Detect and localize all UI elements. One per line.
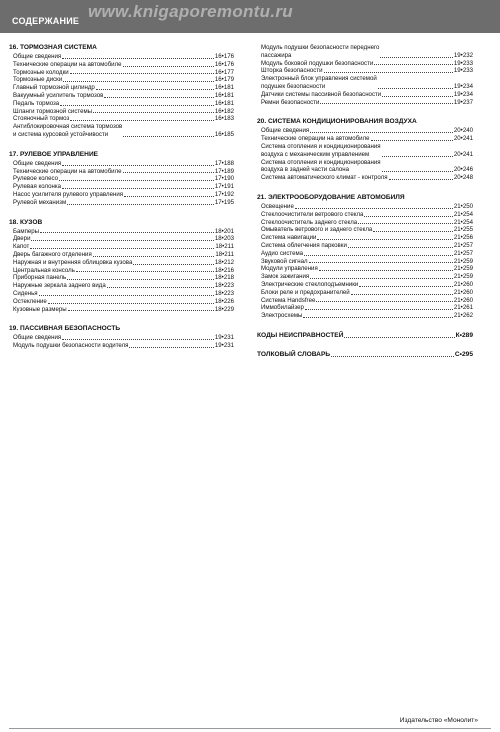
leader-dots <box>123 66 214 67</box>
toc-entry[interactable] <box>13 259 234 267</box>
entry-title: Замок зажигания <box>261 273 310 281</box>
toc-entry[interactable] <box>261 312 473 320</box>
entry-title: Стеклоочиститель заднего стекла <box>261 218 358 226</box>
entry-page-number: 20•241 <box>453 150 473 158</box>
toc-entry[interactable] <box>13 243 234 251</box>
entry-page-number: 20•241 <box>453 135 473 143</box>
leader-dots <box>129 347 213 348</box>
entry-page-number: 21•254 <box>453 218 473 226</box>
entry-title: Центральная консоль <box>13 266 75 274</box>
leader-dots <box>62 165 214 166</box>
toc-entry[interactable] <box>13 298 234 306</box>
entry-page-number: 19•234 <box>453 82 473 90</box>
leader-dots <box>30 248 214 249</box>
section-entries <box>261 127 473 182</box>
toc-section <box>9 44 234 139</box>
entry-page-number: 21•260 <box>453 288 473 296</box>
entry-page-number: 18•216 <box>214 266 234 274</box>
entry-page-number: 17•192 <box>214 190 234 198</box>
entry-title: Электронный блок управления системой подушек безопасности <box>261 75 377 90</box>
leader-dots <box>39 295 214 296</box>
leader-dots <box>310 132 453 133</box>
toc-entry[interactable] <box>13 92 234 100</box>
entry-title: КОДЫ НЕИСПРАВНОСТЕЙ <box>257 331 344 339</box>
toc-entry[interactable] <box>13 342 234 350</box>
toc-entry[interactable] <box>261 91 473 99</box>
entry-title: ТОЛКОВЫЙ СЛОВАРЬ <box>257 350 331 358</box>
leader-dots <box>48 303 214 304</box>
toc-entry[interactable] <box>261 75 473 91</box>
leader-dots <box>123 172 214 173</box>
leader-dots <box>389 179 453 180</box>
leader-dots <box>364 216 453 217</box>
entry-page-number: 19•234 <box>453 90 473 98</box>
entry-title: Общие сведения <box>261 127 310 135</box>
entry-title: Блоки реле и предохранителей <box>261 288 350 296</box>
section-title: 19. ПАССИВНАЯ БЕЗОПАСНОСТЬ <box>9 325 121 333</box>
leader-dots <box>68 310 214 311</box>
entry-page-number: 21•260 <box>453 280 473 288</box>
left-column <box>9 44 234 362</box>
leader-dots <box>104 97 214 98</box>
entry-title: Педаль тормоза <box>13 99 60 107</box>
leader-dots <box>344 337 454 338</box>
section-entries <box>13 228 234 314</box>
entry-page-number: 18•226 <box>214 297 234 305</box>
entry-page-number: 21•259 <box>453 257 473 265</box>
toc-entry[interactable] <box>13 53 234 61</box>
leader-dots <box>295 208 453 209</box>
toc-standalone-entry[interactable] <box>257 351 473 359</box>
section-title: 16. ТОРМОЗНАЯ СИСТЕМА <box>9 44 97 51</box>
entry-page-number: 18•223 <box>214 289 234 297</box>
toc-entry[interactable] <box>13 251 234 259</box>
entry-title: Освещение <box>261 202 294 210</box>
page-header <box>0 0 500 33</box>
entry-title: Насос усилителя рулевого управления <box>13 190 124 198</box>
entry-page-number: 21•262 <box>453 312 473 320</box>
toc-section <box>9 219 234 314</box>
leader-dots <box>70 73 214 74</box>
entry-page-number: 16•176 <box>214 53 234 60</box>
toc-entry[interactable] <box>13 168 234 176</box>
leader-dots <box>319 270 453 271</box>
section-entries <box>261 44 473 106</box>
entry-page-number: 19•231 <box>214 334 234 342</box>
leader-dots <box>303 317 452 318</box>
toc-entry[interactable] <box>13 334 234 342</box>
entry-page-number: 18•211 <box>215 243 234 251</box>
toc-entry[interactable] <box>261 242 473 250</box>
entry-page-number: 17•191 <box>214 183 234 191</box>
leader-dots <box>317 239 453 240</box>
entry-page-number: 18•223 <box>214 282 234 290</box>
entry-page-number: 20•246 <box>453 166 473 174</box>
leader-dots <box>40 232 214 233</box>
toc-entry[interactable] <box>13 282 234 290</box>
entry-title: Модули управления <box>261 265 318 273</box>
entry-title: Стояночный тормоз <box>13 115 70 123</box>
entry-page-number: 21•250 <box>453 202 473 210</box>
toc-entry[interactable] <box>13 199 234 207</box>
leader-dots <box>380 57 452 58</box>
entry-title: Наружные зеркала заднего вида <box>13 282 106 290</box>
entry-page-number: 17•189 <box>214 167 234 175</box>
entry-title: Антиблокировочная система тормозов и система курсовой устойчивости <box>13 123 123 138</box>
leader-dots <box>93 112 214 113</box>
entry-page-number: 21•257 <box>453 241 473 249</box>
section-title: 21. ЭЛЕКТРООБОРУДОВАНИЕ АВТОМОБИЛЯ <box>257 193 405 201</box>
leader-dots <box>382 156 453 157</box>
toc-entry[interactable] <box>13 61 234 69</box>
toc-entry[interactable] <box>13 235 234 243</box>
entry-page-number: 16•181 <box>214 91 234 99</box>
entry-page-number: 21•260 <box>453 296 473 304</box>
entry-title: Система Handsfree <box>261 296 316 304</box>
leader-dots <box>123 136 214 137</box>
toc-entry[interactable] <box>13 84 234 92</box>
toc-entry[interactable] <box>261 258 473 266</box>
leader-dots <box>62 58 214 59</box>
leader-dots <box>76 271 214 272</box>
entry-page-number: 16•183 <box>214 115 234 123</box>
toc-section <box>9 151 234 207</box>
entry-title: Главный тормозной цилиндр <box>13 84 95 92</box>
leader-dots <box>31 240 213 241</box>
leader-dots <box>382 96 453 97</box>
right-column <box>257 44 473 370</box>
entry-page-number: 19•233 <box>453 67 473 75</box>
entry-title: Шторка безопасности <box>261 67 323 75</box>
leader-dots <box>63 81 214 82</box>
toc-entry[interactable] <box>261 99 473 107</box>
leader-dots <box>378 88 453 89</box>
entry-title: Вакуумный усилитель тормозов <box>13 91 104 99</box>
entry-page-number: 17•190 <box>214 175 234 183</box>
leader-dots <box>371 140 453 141</box>
toc-entry[interactable] <box>261 250 473 258</box>
toc-entry[interactable] <box>261 289 473 297</box>
entry-page-number: 16•179 <box>214 76 234 84</box>
leader-dots <box>67 279 214 280</box>
entry-title: Кузовные размеры <box>13 305 67 313</box>
toc-entry[interactable] <box>261 127 473 135</box>
standalone-entries <box>257 332 473 359</box>
toc-entry[interactable] <box>13 267 234 275</box>
entry-title: Сиденья <box>13 289 38 297</box>
entry-title: Аудио система <box>261 249 304 257</box>
entry-page-number: 16•181 <box>214 84 234 92</box>
entry-title: Приборная панель <box>13 274 67 282</box>
entry-title: Система автоматического климат - контроля <box>261 174 388 182</box>
entry-title: Иммобилайзер <box>261 304 304 312</box>
entry-page-number: 16•177 <box>214 68 234 76</box>
toc-entry[interactable] <box>13 108 234 116</box>
leader-dots <box>373 231 453 232</box>
entry-page-number: 16•182 <box>214 107 234 115</box>
leader-dots <box>67 204 214 205</box>
section-entries <box>261 203 473 320</box>
leader-dots <box>133 264 214 265</box>
entry-title: Рулевое колесо <box>13 175 59 183</box>
toc-entry[interactable] <box>13 306 234 314</box>
entry-title: Дверь багажного отделения <box>13 250 92 258</box>
entry-page-number: 21•256 <box>453 234 473 242</box>
entry-page-number: 18•211 <box>215 250 234 258</box>
leader-dots <box>305 309 453 310</box>
toc-standalone-entry[interactable] <box>257 332 473 340</box>
toc-entry[interactable] <box>13 160 234 168</box>
entry-title: Модуль подушки безопасности водителя <box>13 342 129 350</box>
leader-dots <box>93 256 215 257</box>
entry-page-number: 20•240 <box>453 127 473 135</box>
toc-entry[interactable] <box>13 100 234 108</box>
toc-entry[interactable] <box>13 115 234 123</box>
entry-title: Наружная и внутренняя облицовка кузова <box>13 258 133 266</box>
toc-entry[interactable] <box>261 226 473 234</box>
footer-rule <box>9 728 491 729</box>
entry-page-number: 21•261 <box>453 304 473 312</box>
leader-dots <box>304 255 453 256</box>
watermark: www.knigaporemontu.ru <box>88 2 293 21</box>
section-entries <box>13 160 234 207</box>
leader-dots <box>62 339 214 340</box>
leader-dots <box>62 188 214 189</box>
entry-title: Общие сведения <box>13 334 62 342</box>
entry-title: Двери <box>13 235 31 243</box>
toc-entry[interactable] <box>13 76 234 84</box>
entry-title: Общие сведения <box>13 53 62 60</box>
entry-title: Электросхемы <box>261 312 303 320</box>
entry-page-number: 21•254 <box>453 210 473 218</box>
toc-entry[interactable] <box>13 228 234 236</box>
entry-page-number: 19•231 <box>214 342 234 350</box>
toc-entry[interactable] <box>261 273 473 281</box>
toc-entry[interactable] <box>13 183 234 191</box>
toc-entry[interactable] <box>261 281 473 289</box>
leader-dots <box>351 294 453 295</box>
toc-section <box>257 118 473 182</box>
entry-title: Рулевой механизм <box>13 198 67 206</box>
entry-page-number: 21•259 <box>453 273 473 281</box>
entry-page-number: 21•255 <box>453 226 473 234</box>
entry-page-number: 21•257 <box>453 249 473 257</box>
leader-dots <box>310 278 453 279</box>
toc-entry[interactable] <box>13 191 234 199</box>
entry-page-number: 18•212 <box>214 258 234 266</box>
entry-page-number: 16•185 <box>214 130 234 138</box>
toc-entry[interactable] <box>261 143 473 159</box>
entry-title: Система облегчения парковки <box>261 241 347 249</box>
entry-title: Рулевая колонка <box>13 183 62 191</box>
entry-title: Бамперы <box>13 227 40 235</box>
entry-page-number: К•289 <box>455 331 473 339</box>
toc-entry[interactable] <box>261 304 473 312</box>
entry-page-number: 16•176 <box>214 60 234 68</box>
leader-dots <box>359 286 453 287</box>
leader-dots <box>124 196 214 197</box>
leader-dots <box>324 72 453 73</box>
toc-entry[interactable] <box>13 274 234 282</box>
entry-title: Общие сведения <box>13 159 62 167</box>
leader-dots <box>348 247 453 248</box>
entry-page-number: 19•233 <box>453 59 473 67</box>
entry-page-number: 19•237 <box>453 98 473 106</box>
entry-title: Звуковой сигнал <box>261 257 308 265</box>
entry-title: Электрические стеклоподъемники <box>261 280 359 288</box>
toc-entry[interactable] <box>13 175 234 183</box>
toc-entry[interactable] <box>261 234 473 242</box>
leader-dots <box>70 120 214 121</box>
section-title: 17. РУЛЕВОЕ УПРАВЛЕНИЕ <box>9 150 99 158</box>
toc-entry[interactable] <box>261 159 473 175</box>
toc-entry[interactable] <box>261 135 473 143</box>
leader-dots <box>107 287 214 288</box>
entry-page-number: 20•248 <box>453 174 473 182</box>
toc-entry[interactable] <box>261 44 473 60</box>
leader-dots <box>60 105 214 106</box>
section-title: 18. КУЗОВ <box>9 218 43 226</box>
entry-page-number: 18•229 <box>214 305 234 313</box>
toc-entry[interactable] <box>13 69 234 77</box>
entry-title: Ремни безопасности <box>261 98 320 106</box>
entry-title: Стеклоочистители ветрового стекла <box>261 210 364 218</box>
page-title: СОДЕРЖАНИЕ <box>12 16 80 26</box>
entry-title: Система навигации <box>261 234 317 242</box>
toc-entry[interactable] <box>261 219 473 227</box>
toc-section <box>257 194 473 320</box>
entry-page-number: 18•201 <box>214 227 234 235</box>
leader-dots <box>316 301 453 302</box>
entry-title: Технические операции на автомобиле <box>13 60 122 68</box>
section-entries <box>13 334 234 350</box>
section-entries <box>13 53 234 139</box>
entry-title: Модуль боковой подушки безопасности <box>261 59 374 67</box>
entry-title: Система отопления и кондиционирования воздуха в задней части салона <box>261 158 381 174</box>
leader-dots <box>309 262 453 263</box>
leader-dots <box>382 171 453 172</box>
toc-entry[interactable] <box>261 203 473 211</box>
entry-title: Технические операции на автомобиле <box>13 167 122 175</box>
entry-title: Тормозные колодки <box>13 68 69 76</box>
entry-title: Омыватель ветрового и заднего стекла <box>261 226 373 234</box>
entry-title: Модуль подушки безопасности переднего пассажира <box>261 44 380 59</box>
toc-entry[interactable] <box>261 60 473 68</box>
entry-title: Технические операции на автомобиле <box>261 135 370 143</box>
leader-dots <box>59 180 214 181</box>
publisher-label: Издательство «Монолит» <box>399 717 478 724</box>
leader-dots <box>320 103 453 104</box>
entry-page-number: С•295 <box>454 350 473 358</box>
section-title: 20. СИСТЕМА КОНДИЦИОНИРОВАНИЯ ВОЗДУХА <box>257 118 417 126</box>
entry-title: Капот <box>13 243 30 251</box>
entry-page-number: 18•203 <box>214 235 234 243</box>
entry-title: Шланги тормозной системы <box>13 107 93 115</box>
toc-section <box>257 44 473 106</box>
toc-entry[interactable] <box>13 123 234 139</box>
entry-page-number: 21•259 <box>453 265 473 273</box>
entry-page-number: 19•232 <box>453 51 473 59</box>
leader-dots <box>358 223 453 224</box>
entry-title: Тормозные диски <box>13 76 63 84</box>
toc-entry[interactable] <box>261 297 473 305</box>
leader-dots <box>374 64 453 65</box>
entry-page-number: 17•195 <box>214 198 234 206</box>
leader-dots <box>331 356 454 357</box>
entry-page-number: 18•218 <box>214 274 234 282</box>
toc-entry[interactable] <box>261 211 473 219</box>
toc-section <box>9 325 234 350</box>
entry-title: Остекление <box>13 297 47 305</box>
entry-title: Датчики системы пассивной безопасности <box>261 90 382 98</box>
entry-page-number: 17•188 <box>214 159 234 167</box>
toc-entry[interactable] <box>13 290 234 298</box>
entry-page-number: 16•181 <box>214 99 234 107</box>
leader-dots <box>96 89 214 90</box>
toc-entry[interactable] <box>261 265 473 273</box>
toc-entry[interactable] <box>261 174 473 182</box>
toc-entry[interactable] <box>261 67 473 75</box>
entry-title: Система отопления и кондиционирования воздуха с механическим управлением <box>261 142 381 158</box>
